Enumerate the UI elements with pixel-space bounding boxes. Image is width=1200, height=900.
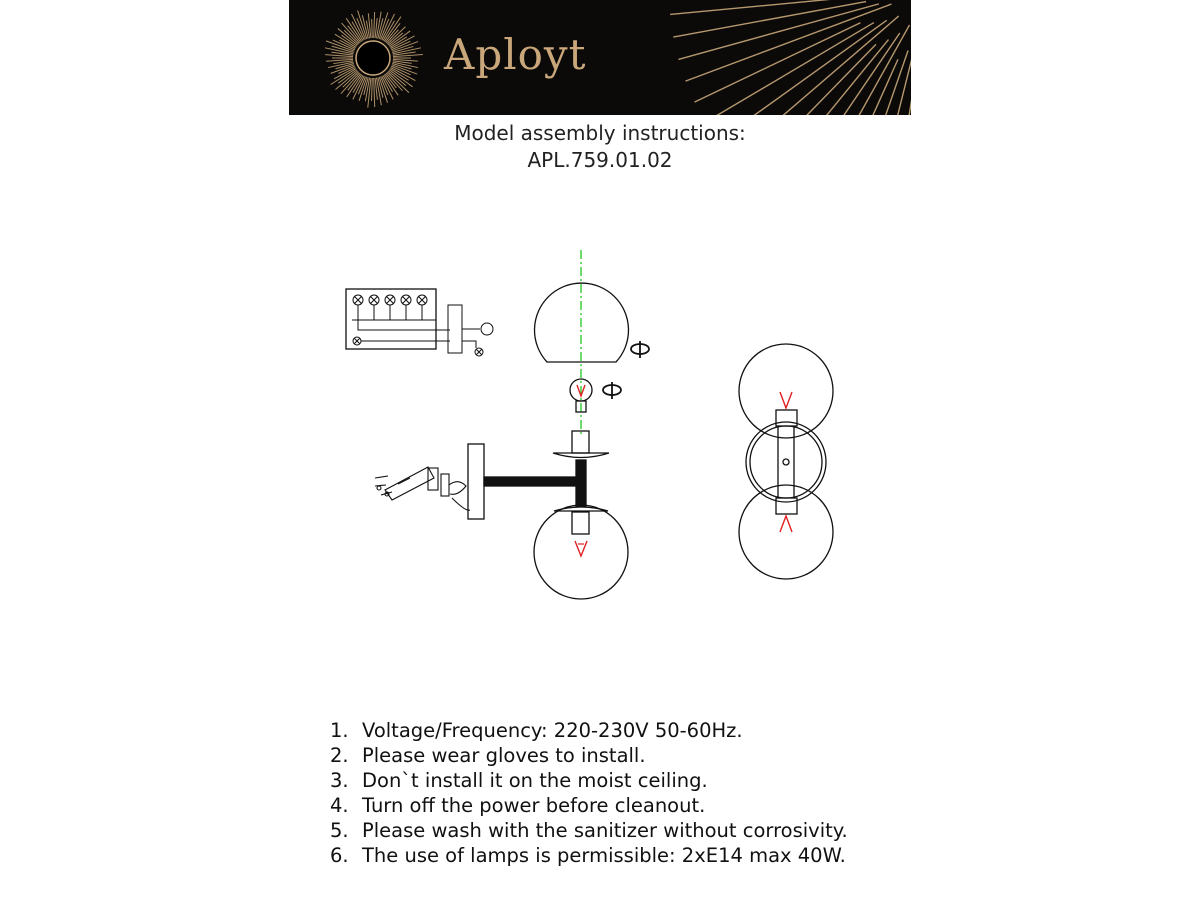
item-number: 3. — [330, 769, 349, 792]
list-item — [330, 718, 848, 743]
title-line: Model assembly instructions: — [454, 121, 746, 145]
item-text: The use of lamps is permissible: 2xE14 max 40W. — [362, 844, 846, 867]
item-number: 4. — [330, 794, 349, 817]
model-number: APL.759.01.02 — [527, 148, 673, 172]
rotate-arrow-icon — [603, 382, 621, 399]
front-view-fixture — [739, 344, 833, 579]
item-number: 1. — [330, 719, 349, 742]
lower-socket — [554, 507, 608, 534]
list-item — [330, 843, 848, 868]
item-number: 2. — [330, 744, 349, 767]
mounting-bracket-hardware — [375, 467, 470, 510]
brand-logo: Aployt — [444, 30, 587, 79]
wall-arm — [484, 460, 586, 506]
lower-glass-shade — [534, 505, 628, 599]
terminal-block-schematic — [346, 289, 493, 356]
item-text: Don`t install it on the moist ceiling. — [362, 769, 708, 792]
item-text: Please wear gloves to install. — [362, 744, 646, 767]
item-text: Please wash with the sanitizer without corrosivity. — [362, 819, 848, 842]
item-number: 6. — [330, 844, 349, 867]
list-item — [330, 768, 848, 793]
rotate-arrow-icon — [631, 341, 649, 358]
item-number: 5. — [330, 819, 349, 842]
instructions-list — [330, 718, 848, 868]
list-item — [330, 743, 848, 768]
wall-mount-plate — [468, 444, 484, 519]
light-bulb-icon — [575, 541, 587, 556]
item-text: Turn off the power before cleanout. — [362, 794, 706, 817]
list-item — [330, 818, 848, 843]
list-item — [330, 793, 848, 818]
item-text: Voltage/Frequency: 220-230V 50-60Hz. — [362, 719, 743, 742]
